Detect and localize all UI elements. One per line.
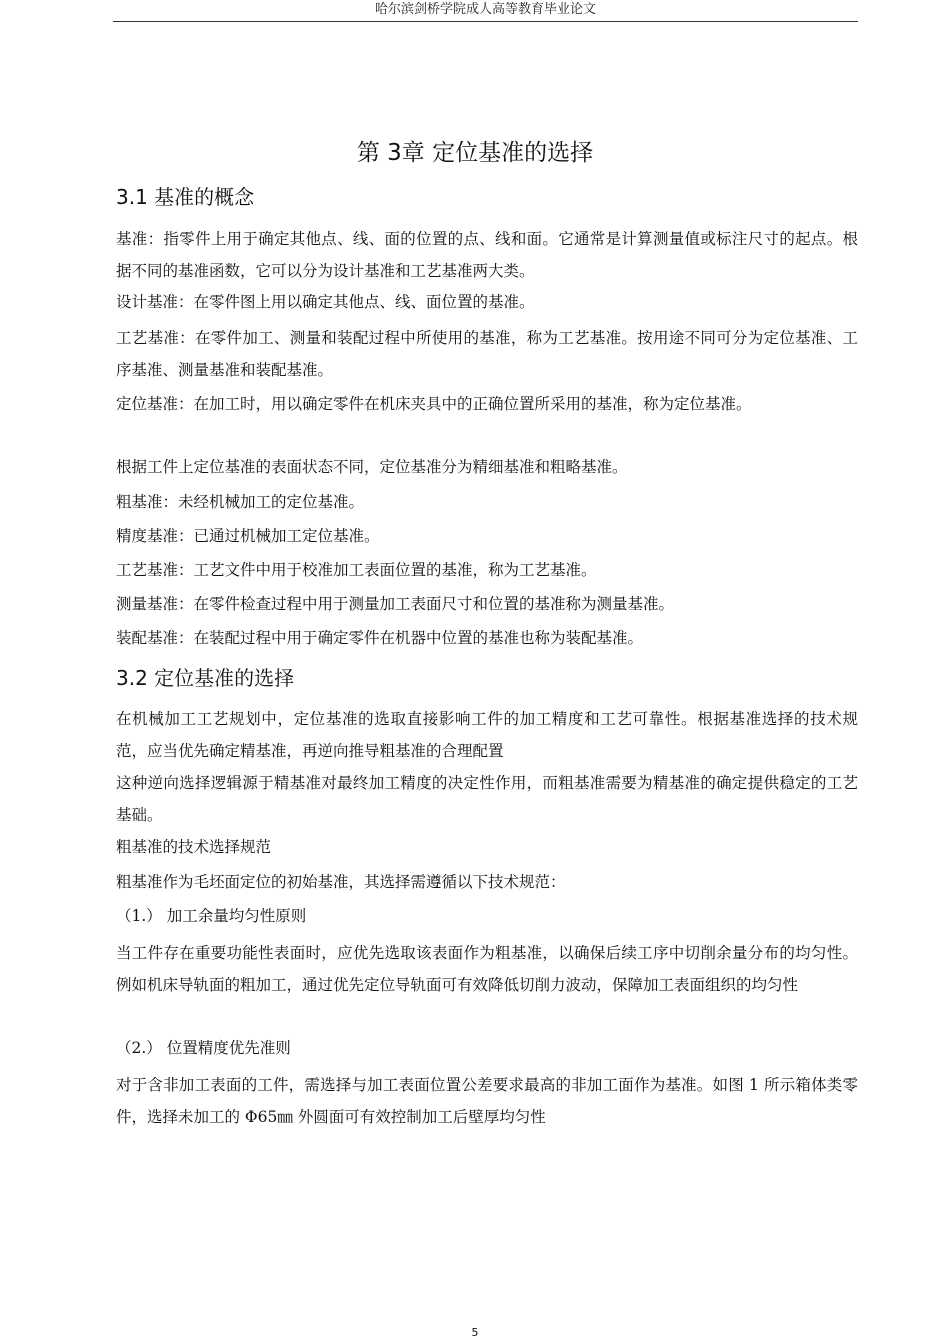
paragraph: 基准：指零件上用于确定其他点、线、面的位置的点、线和面。它通常是计算测量值或标注尺寸的起点。根据不同的基准函数，它可以分为设计基准和工艺基准两大类。 [116,230,858,280]
paragraph: 装配基准：在装配过程中用于确定零件在机器中位置的基准也称为装配基准。 [116,629,644,647]
paragraph: 根据工件上定位基准的表面状态不同，定位基准分为精细基准和粗略基准。 [116,458,628,476]
paragraph: 设计基准：在零件图上用以确定其他点、线、面位置的基准。 [116,293,535,311]
paragraph: 工艺基准：工艺文件中用于校准加工表面位置的基准，称为工艺基准。 [116,561,597,579]
paragraph: 在机械加工工艺规划中，定位基准的选取直接影响工件的加工精度和工艺可靠性。根据基准选择的技术规范，应当优先确定精基准，再逆向推导粗基准的合理配置 [116,710,858,760]
paragraph: 精度基准：已通过机械加工定位基准。 [116,527,380,545]
chapter-title: 第 3章 定位基准的选择 [356,140,594,166]
paragraph: 粗基准：未经机械加工的定位基准。 [116,493,365,511]
paragraph: 对于含非加工表面的工件，需选择与加工表面位置公差要求最高的非加工面作为基准。如图 1 所示箱体类零件，选择未加工的 Φ65㎜ 外圆面可有效控制加工后壁厚均匀性 [116,1076,858,1126]
paragraph: 粗基准的技术选择规范 [116,838,272,856]
section-heading-3-2: 3.2 定位基准的选择 [116,666,295,690]
paragraph: 粗基准作为毛坯面定位的初始基准，其选择需遵循以下技术规范： [116,873,566,891]
paragraph: 工艺基准：在零件加工、测量和装配过程中所使用的基准，称为工艺基准。按用途不同可分为定位基准、工序基准、测量基准和装配基准。 [116,329,858,379]
page-number: 5 [471,1326,479,1339]
section-heading-3-1: 3.1 基准的概念 [116,185,255,209]
list-item-heading: （1.） 加工余量均匀性原则 [116,907,307,925]
paragraph: 当工件存在重要功能性表面时，应优先选取该表面作为粗基准，以确保后续工序中切削余量分布的均匀性。例如机床导轨面的粗加工，通过优先定位导轨面可有效降低切削力波动，保障加工表面组织的均匀性 [116,944,858,994]
list-item-heading: （2.） 位置精度优先准则 [116,1039,291,1057]
page-header: 哈尔滨剑桥学院成人高等教育毕业论文 [113,0,858,22]
paragraph: 这种逆向选择逻辑源于精基准对最终加工精度的决定性作用，而粗基准需要为精基准的确定提供稳定的工艺基础。 [116,774,858,824]
paragraph: 测量基准：在零件检查过程中用于测量加工表面尺寸和位置的基准称为测量基准。 [116,595,675,613]
paragraph: 定位基准：在加工时，用以确定零件在机床夹具中的正确位置所采用的基准，称为定位基准。 [116,395,752,413]
